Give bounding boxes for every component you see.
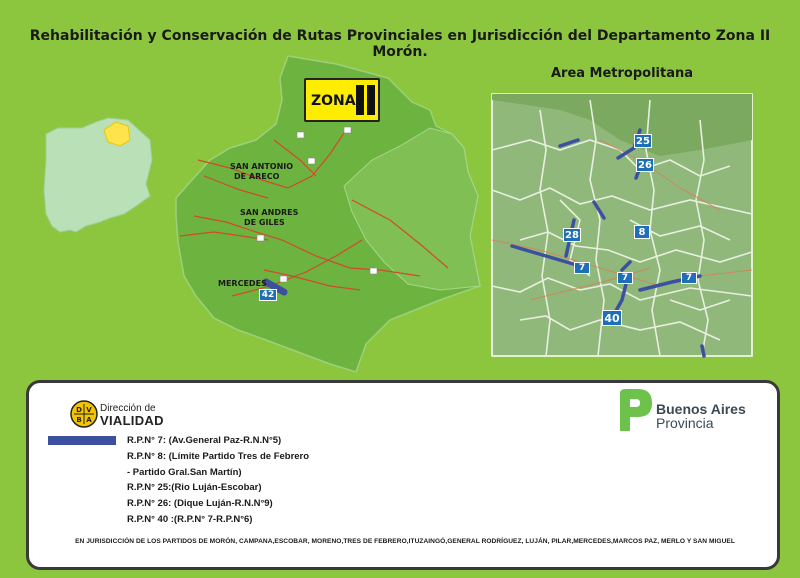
route-shield-8: 8	[634, 225, 650, 239]
provincia-name: Buenos Aires	[656, 401, 746, 417]
place-label-line: SAN ANDRES	[240, 208, 299, 217]
place-label-line: DE ARECO	[234, 172, 280, 181]
route-shield-7: 7	[574, 262, 590, 274]
route-item: R.P.N° 40 :(R.P.N° 7-R.P.N°6)	[127, 513, 253, 525]
vialidad-letter: A	[86, 416, 92, 424]
route-shield-40: 40	[602, 310, 622, 326]
route-shield-28: 28	[563, 228, 581, 242]
route-item: R.P.N° 8: (Límite Partido Tres de Febrero	[127, 450, 310, 462]
vialidad-letter: B	[76, 416, 82, 424]
route-item: R.P.N° 7: (Av.General Paz-R.N.N°5)	[127, 435, 282, 446]
place-san-antonio-de-areco	[230, 162, 293, 182]
route-item: - Partido Gral.San Martín)	[127, 466, 242, 478]
route-list	[127, 433, 309, 528]
place-label-line: SAN ANTONIO	[230, 162, 294, 171]
route-shield-42: 42	[259, 289, 277, 301]
route-shield-26: 26	[636, 158, 654, 172]
place-mercedes: MERCEDES	[218, 279, 267, 288]
vialidad-letter: D	[76, 406, 82, 414]
zona-badge	[304, 78, 380, 122]
map-title: Rehabilitación y Conservación de Rutas Provinciales en Jurisdicción del Departamento Zona II Morón.	[29, 28, 771, 60]
buenos-aires-logo-icon	[616, 387, 654, 433]
route-shield-7: 7	[617, 272, 633, 284]
route-shield-25: 25	[634, 134, 652, 148]
legend-route-swatch	[48, 436, 116, 445]
vialidad-wordmark	[100, 403, 164, 428]
vialidad-logo-icon	[70, 400, 98, 428]
place-label-line: DE GILES	[244, 218, 285, 227]
province-inset	[44, 118, 152, 232]
jurisdiction-footer: EN JURISDICCIÓN DE LOS PARTIDOS DE MORÓN, CAMPANA,ESCOBAR, MORENO,TRES DE FEBRERO,ITUZAINGÓ,GENERAL RODRÍGUEZ, LUJÁN, PILAR,MERCEDES,MARCOS PAZ, MERLO Y SAN MIGUEL	[75, 538, 735, 545]
provincia-sub: Provincia	[656, 415, 714, 431]
route-shield-7: 7	[681, 272, 697, 284]
metro-map	[492, 94, 752, 356]
zona-roman-bar	[367, 85, 375, 115]
zona-roman-bar	[356, 85, 364, 115]
vialidad-small-text: Dirección de	[100, 403, 156, 414]
metro-title: Area Metropolitana	[550, 66, 694, 81]
route-item: R.P.N° 26: (Dique Luján-R.N.N°9)	[127, 498, 273, 510]
zona-label: ZONA	[311, 93, 356, 109]
place-san-andres-de-giles	[240, 208, 298, 228]
vialidad-big-text: VIALIDAD	[100, 413, 164, 428]
route-item: R.P.N° 25:(Rio Luján-Escobar)	[127, 482, 262, 494]
vialidad-letter: V	[86, 406, 92, 414]
